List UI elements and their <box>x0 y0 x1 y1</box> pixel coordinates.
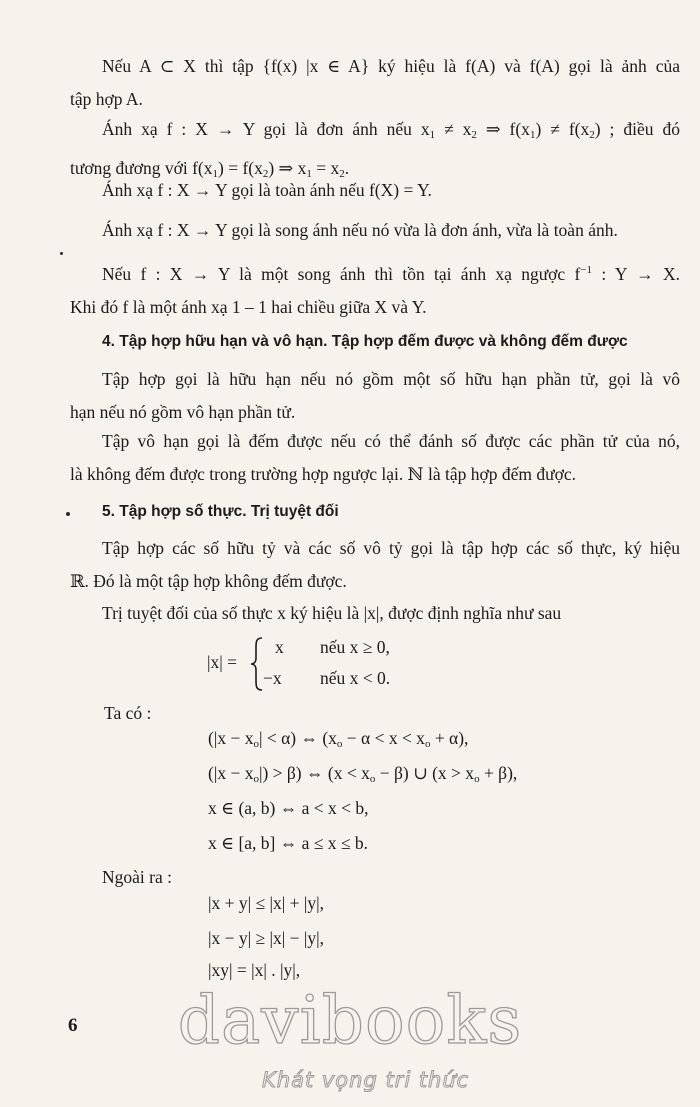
superscript: −1 <box>580 264 593 276</box>
text-fragment: = x <box>311 158 340 178</box>
label-ta-co: Ta có : <box>104 703 152 723</box>
page-number: 6 <box>68 1015 78 1036</box>
label-ngoai-ra: Ngoài ra : <box>102 867 172 887</box>
text-line: Khi đó f là một ánh xạ 1 – 1 hai chiều giữa X và Y. <box>70 297 427 317</box>
equivalence-4: x ∈ [a, b] ⇔ a ≤ x ≤ b. <box>208 833 368 853</box>
text-fragment: ) = f(x <box>218 158 263 178</box>
paragraph-image-set <box>70 50 680 116</box>
formula-case1-condition: nếu x ≥ 0, <box>320 637 390 657</box>
subscript: o <box>336 738 343 750</box>
formula-case1-value: x <box>275 637 284 657</box>
text-line: Tập hợp các số hữu tỷ và các số vô tỷ gọi là tập hợp các số thực, ký hiệu <box>102 538 680 558</box>
text-fragment: − β) ∪ (x > x <box>375 763 475 783</box>
text-fragment: ⇒ f(x <box>476 119 530 139</box>
text-line: hạn nếu nó gồm vô hạn phần tử. <box>70 402 296 422</box>
text-fragment: | < α) ⇔ (x <box>258 728 337 748</box>
subscript: o <box>474 773 480 785</box>
text-fragment: Ánh xạ f : X → Y gọi là đơn ánh nếu x <box>102 119 430 139</box>
paragraph-bijection: Ánh xạ f : X → Y gọi là song ánh nếu nó vừa là đơn ánh, vừa là toàn ánh. <box>102 220 618 240</box>
subscript: 2 <box>339 168 345 180</box>
text-fragment: tương đương với f(x <box>70 158 213 178</box>
text-line: là không đếm được trong trường hợp ngược lại. ℕ là tập hợp đếm được. <box>70 464 577 484</box>
text-line: tập hợp A. <box>70 89 143 109</box>
subscript: 1 <box>306 168 312 180</box>
heading-section-5: 5. Tập hợp số thực. Trị tuyệt đối <box>102 503 339 520</box>
paragraph-inverse <box>70 254 680 324</box>
formula-abs-lhs: |x| = <box>207 652 238 672</box>
subscript: 1 <box>212 168 218 180</box>
watermark-tagline: Khát vọng tri thức <box>262 1068 470 1092</box>
left-brace-icon <box>250 636 264 692</box>
formula-case2-value: −x <box>263 668 282 688</box>
subscript: o <box>424 738 431 750</box>
text-fragment: . <box>344 158 350 178</box>
text-fragment: ) ⇒ x <box>268 158 307 178</box>
inequality-reverse-triangle: |x − y| ≥ |x| − |y|, <box>208 928 324 948</box>
text-line: Tập vô hạn gọi là đếm được nếu có thể đánh số được các phần tử của nó, <box>102 431 680 451</box>
text-fragment: ) ≠ f(x <box>535 119 590 139</box>
equivalence-1 <box>208 728 468 750</box>
text-fragment: : Y → X. <box>592 264 680 284</box>
paragraph-countable <box>70 425 680 491</box>
subscript: o <box>369 773 376 785</box>
text-fragment: + β), <box>479 763 518 783</box>
paragraph-abs-definition: Trị tuyệt đối của số thực x ký hiệu là |x|, được định nghĩa như sau <box>102 603 562 623</box>
text-fragment: − α < x < x <box>342 728 425 748</box>
paragraph-finite <box>70 363 680 429</box>
formula-case2-condition: nếu x < 0. <box>320 668 391 688</box>
text-fragment: Nếu f : X → Y là một song ánh thì tồn tại ánh xạ ngược f <box>102 264 581 284</box>
text-line <box>70 254 680 291</box>
inequality-triangle: |x + y| ≤ |x| + |y|, <box>208 893 324 913</box>
text-line <box>70 113 680 152</box>
heading-section-4: 4. Tập hợp hữu hạn và vô hạn. Tập hợp đếm được và không đếm được <box>102 333 628 350</box>
text-fragment: + α), <box>430 728 469 748</box>
equivalence-3: x ∈ (a, b) ⇔ a < x < b, <box>208 798 369 818</box>
text-fragment: (|x − x <box>208 763 254 783</box>
watermark-logo: davibooks <box>177 982 523 1059</box>
subscript: 1 <box>429 129 436 141</box>
paragraph-reals <box>70 532 680 598</box>
subscript: 2 <box>471 129 477 141</box>
equivalence-2 <box>208 763 517 785</box>
text-line: Tập hợp gọi là hữu hạn nếu nó gồm một số hữu hạn phần tử, gọi là vô <box>102 369 680 389</box>
text-fragment: ) ; điều đó <box>594 119 680 139</box>
paragraph-surjection: Ánh xạ f : X → Y gọi là toàn ánh nếu f(X) = Y. <box>102 180 432 200</box>
subscript: 2 <box>262 168 269 180</box>
subscript: 2 <box>589 129 595 141</box>
text-line: ℝ. Đó là một tập hợp không đếm được. <box>70 571 347 591</box>
equality-product: |xy| = |x| . |y|, <box>208 960 301 980</box>
subscript: o <box>253 773 259 785</box>
text-fragment: |) > β) ⇔ (x < x <box>258 763 370 783</box>
subscript: 1 <box>529 129 536 141</box>
text-fragment: (|x − x <box>208 728 254 748</box>
subscript: o <box>253 738 259 750</box>
text-fragment: ≠ x <box>435 119 472 139</box>
ink-speck <box>66 512 70 516</box>
ink-speck <box>60 252 63 255</box>
text-line: Nếu A ⊂ X thì tập {f(x) |x ∈ A} ký hiệu là f(A) và f(A) gọi là ảnh của <box>102 56 680 76</box>
